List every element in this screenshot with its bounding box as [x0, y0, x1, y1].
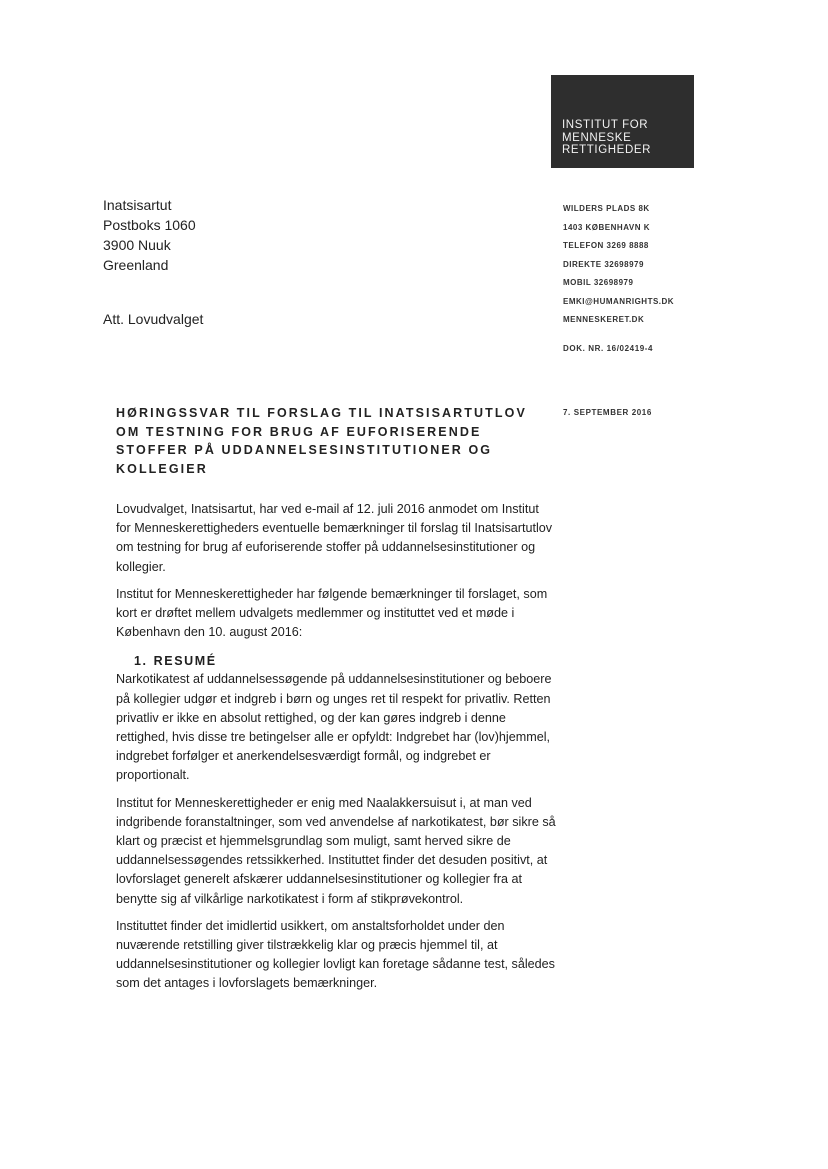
sender-mobile: MOBIL 32698979	[563, 278, 634, 287]
sender-direct: DIREKTE 32698979	[563, 259, 644, 269]
document-body	[116, 500, 556, 1002]
section-heading-resume	[134, 652, 556, 670]
title-line: KOLLEGIER	[116, 461, 208, 476]
sender-email: EMKI@HUMANRIGHTS.DK	[563, 296, 675, 306]
sender-contact-block	[563, 200, 674, 330]
recipient-line: 3900 Nuuk	[103, 237, 171, 253]
attention-line: Att. Lovudvalget	[103, 311, 204, 327]
logo-line-2: MENNESKE	[562, 131, 632, 144]
paragraph-remarks: Institut for Menneskerettigheder har følgende bemærkninger til forslaget, som kort er drøftet mellem udvalgets medlemmer og instituttet ved et møde i København den 10. august 2016:	[116, 586, 548, 640]
paragraph-resume-1: Narkotikatest af uddannelsessøgende på uddannelsesinstitutioner og beboere på kollegier udgør et indgreb i børn og unges ret til respekt for privatliv. Retten privatliv er ikke en absolut rettighed, og der kan gøres indgreb i denne rettighed, hvis disse tre betingelser alle er opfyldt: Indgrebet har (lov)hjemmel, indgrebet forfølger et anerkendelsesværdigt formål, og indgrebet er proportionalt.	[116, 672, 552, 783]
title-line: OM TESTNING FOR BRUG AF EUFORISERENDE	[116, 424, 482, 439]
recipient-address	[103, 195, 196, 275]
paragraph-intro: Lovudvalget, Inatsisartut, har ved e-mail af 12. juli 2016 anmodet om Institut for Menneskerettigheders eventuelle bemærkninger til forslag til Inatsisartutlov om testning for brug af euforiserende stoffer på uddannelsesinstitutioner og kollegier.	[116, 502, 553, 574]
recipient-line: Inatsisartut	[103, 197, 172, 213]
section-number: 1.	[134, 654, 148, 669]
recipient-line: Greenland	[103, 257, 169, 273]
document-title	[116, 404, 546, 478]
title-line: STOFFER PÅ UDDANNELSESINSTITUTIONER OG	[116, 443, 493, 457]
logo-line-3: RETTIGHEDER	[562, 144, 652, 156]
document-number: DOK. NR. 16/02419-4	[563, 344, 654, 353]
paragraph-resume-3: Instituttet finder det imidlertid usikkert, om anstaltsforholdet under den nuværende retstilling giver tilstrækkelig klar og præcis hjemmel til, at uddannelsesinstitutioner og kollegier lovligt kan foretage sådanne test, således som det antages i lovforslagets bemærkninger.	[116, 918, 555, 991]
title-line: HØRINGSSVAR TIL FORSLAG TIL INATSISARTUTLOV	[116, 406, 527, 420]
sender-address-street: WILDERS PLADS 8K	[563, 204, 650, 213]
sender-phone: TELEFON 3269 8888	[563, 241, 649, 250]
section-title: RESUMÉ	[153, 654, 217, 669]
paragraph-resume-2: Institut for Menneskerettigheder er enig med Naalakkersuisut i, at man ved indgribende foranstaltninger, som ved anvendelse af narkotikatest, bør sikre så klart og præcist et hjemmelsgrundlag som muligt, samt herved sikre de uddannelsessøgendes retssikkerhed. Instituttet finder det desuden positivt, at lovforslaget generelt afskærer uddannelsesinstitutioner og kollegier fra at benytte sig af vilkårlige narkotikatest i form af stikprøvekontrol.	[116, 795, 556, 906]
sender-website: MENNESKERET.DK	[563, 315, 645, 324]
sender-address-city: 1403 KØBENHAVN K	[563, 222, 650, 232]
institute-logo	[551, 75, 694, 168]
document-date: 7. SEPTEMBER 2016	[563, 408, 652, 417]
logo-line-1: INSTITUT FOR	[562, 119, 649, 131]
recipient-line: Postboks 1060	[103, 217, 196, 233]
